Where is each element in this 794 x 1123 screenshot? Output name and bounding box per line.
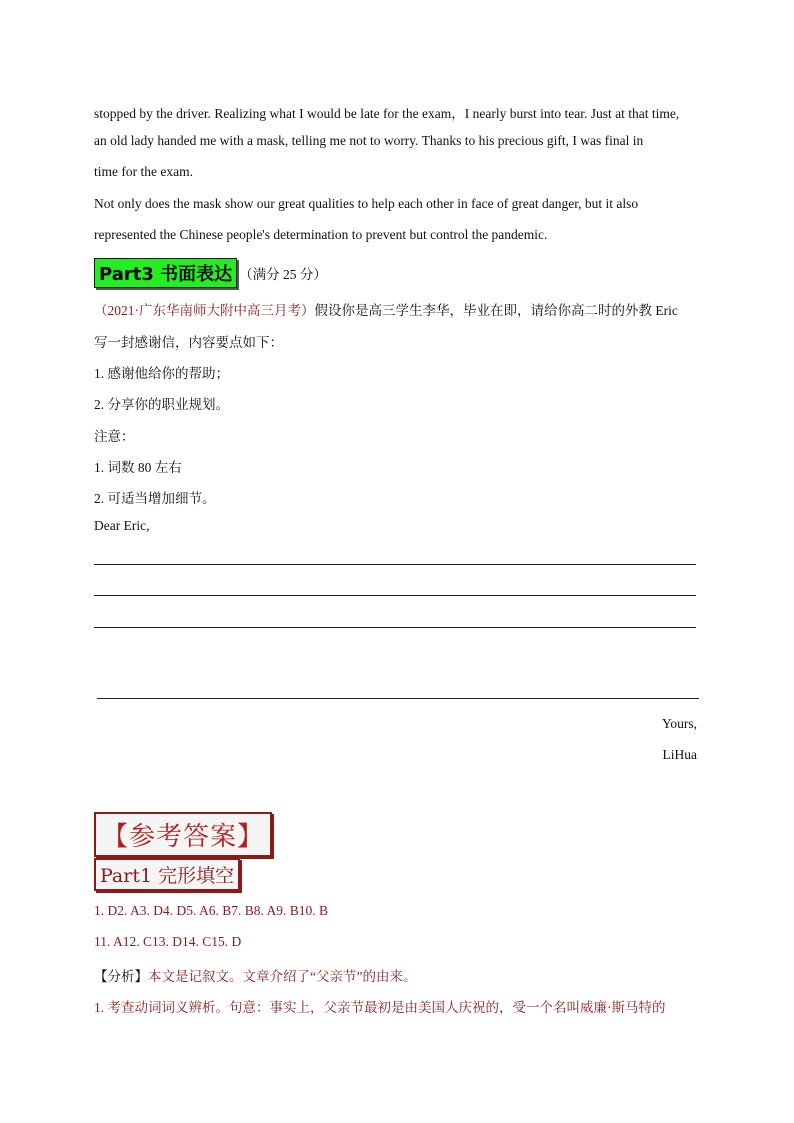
passage-line-4: Not only does the mask show our great qualities to help each other in face of great danger, but it also — [94, 196, 639, 211]
writing-line-3 — [94, 627, 696, 628]
passage-line-1: stopped by the driver. Realizing what I would be late for the exam，I nearly burst into tear. Just at that time, — [94, 106, 680, 121]
part3-source: （2021·广东华南师大附中高三月考） — [94, 303, 315, 318]
passage-line-2: an old lady handed me with a mask, telling me not to worry. Thanks to his precious gift, I was final in — [94, 133, 644, 148]
part3-prompt-text: 假设你是高三学生李华，毕业在即，请给你高二时的外教 Eric — [314, 303, 678, 318]
letter-closing: Yours, — [661, 716, 697, 731]
part1-title: Part1 完形填空 — [94, 858, 240, 891]
part3-prompt-line-1 — [94, 299, 678, 319]
part3-point-1: 1. 感谢他给你的帮助； — [94, 366, 229, 381]
analysis-tag: 【分析】 — [94, 969, 148, 984]
answers-line-1: 1. D2. A3. D4. D5. A6. B7. B8. A9. B10. B — [94, 903, 329, 918]
part3-point-2: 2. 分享你的职业规划。 — [94, 397, 229, 412]
part3-title: Part3 书面表达 — [94, 258, 237, 288]
letter-greeting: Dear Eric, — [94, 518, 150, 533]
passage-line-5: represented the Chinese people's determination to prevent but control the pandemic. — [94, 227, 548, 242]
part3-note-1: 1. 词数 80 左右 — [94, 460, 182, 475]
part3-score: （满分 25 分） — [239, 267, 327, 282]
writing-line-4 — [97, 698, 699, 699]
analysis-line — [94, 965, 416, 985]
part3-note-label: 注意： — [94, 429, 135, 444]
writing-line-2 — [94, 595, 696, 596]
part3-prompt-line-2: 写一封感谢信，内容要点如下： — [94, 335, 283, 350]
question-1-explanation: 1. 考查动词词义辨析。句意：事实上，父亲节最初是由美国人庆祝的，受一个名叫威廉·斯马特的 — [94, 1000, 666, 1015]
letter-signature: LiHua — [662, 747, 697, 762]
answers-line-2: 11. A12. C13. D14. C15. D — [94, 934, 242, 949]
writing-line-1 — [94, 564, 696, 565]
passage-line-3: time for the exam. — [94, 164, 193, 179]
part3-note-2: 2. 可适当增加细节。 — [94, 491, 216, 506]
answer-key-title: 【参考答案】 — [94, 812, 272, 857]
part3-heading — [94, 258, 327, 288]
analysis-text: 本文是记叙文。文章介绍了“父亲节”的由来。 — [148, 969, 417, 984]
